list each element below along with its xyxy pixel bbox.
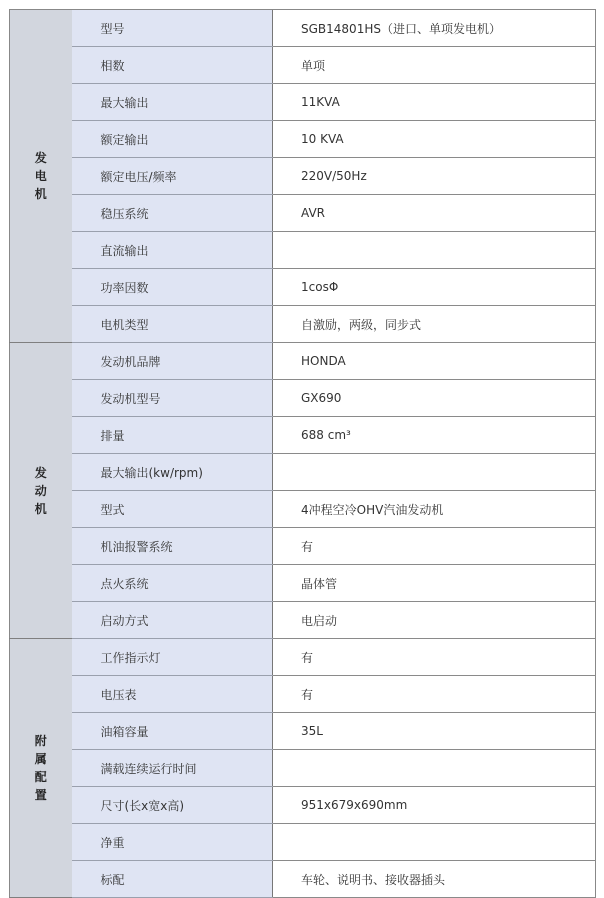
row-value <box>273 232 596 269</box>
row-value <box>273 824 596 861</box>
row-label: 排量 <box>72 417 273 454</box>
spec-table <box>9 9 596 898</box>
row-value: SGB14801HS（进口、单项发电机） <box>273 10 596 47</box>
row-label: 电机类型 <box>72 306 273 343</box>
table-row <box>10 565 596 602</box>
table-row <box>10 602 596 639</box>
table-row <box>10 343 596 380</box>
row-value: 有 <box>273 676 596 713</box>
row-label: 功率因数 <box>72 269 273 306</box>
row-value: GX690 <box>273 380 596 417</box>
row-value: 4冲程空冷OHV汽油发动机 <box>273 491 596 528</box>
table-row <box>10 10 596 47</box>
row-value: 自激励，两级，同步式 <box>273 306 596 343</box>
row-label: 启动方式 <box>72 602 273 639</box>
row-label: 额定电压/频率 <box>72 158 273 195</box>
row-label: 型号 <box>72 10 273 47</box>
table-row <box>10 158 596 195</box>
row-value <box>273 454 596 491</box>
row-label: 最大输出 <box>72 84 273 121</box>
table-row <box>10 824 596 861</box>
row-label: 直流输出 <box>72 232 273 269</box>
row-label: 满载连续运行时间 <box>72 750 273 787</box>
row-label: 工作指示灯 <box>72 639 273 676</box>
row-label: 最大输出(kw/rpm) <box>72 454 273 491</box>
row-label: 标配 <box>72 861 273 898</box>
row-label: 发动机型号 <box>72 380 273 417</box>
row-label: 机油报警系统 <box>72 528 273 565</box>
row-label: 额定输出 <box>72 121 273 158</box>
row-value: 单项 <box>273 47 596 84</box>
table-row <box>10 306 596 343</box>
row-value: 10 KVA <box>273 121 596 158</box>
section-title: 发动机 <box>34 465 47 516</box>
row-value: 11KVA <box>273 84 596 121</box>
row-label: 稳压系统 <box>72 195 273 232</box>
row-value: 车轮、说明书、接收器插头 <box>273 861 596 898</box>
table-row <box>10 713 596 750</box>
section-header-engine <box>10 343 72 639</box>
table-row <box>10 195 596 232</box>
table-row <box>10 528 596 565</box>
row-label: 发动机品牌 <box>72 343 273 380</box>
table-row <box>10 417 596 454</box>
row-value: 220V/50Hz <box>273 158 596 195</box>
table-row <box>10 750 596 787</box>
table-row <box>10 491 596 528</box>
table-row <box>10 47 596 84</box>
row-value: 688 cm³ <box>273 417 596 454</box>
row-value: 电启动 <box>273 602 596 639</box>
row-value: 1cosΦ <box>273 269 596 306</box>
row-label: 净重 <box>72 824 273 861</box>
table-row <box>10 84 596 121</box>
row-label: 相数 <box>72 47 273 84</box>
section-title: 发电机 <box>34 151 47 201</box>
row-value: 35L <box>273 713 596 750</box>
row-label: 尺寸(长x宽x高) <box>72 787 273 824</box>
table-row <box>10 232 596 269</box>
row-label: 电压表 <box>72 676 273 713</box>
section-header-accessories <box>10 639 72 898</box>
table-row <box>10 454 596 491</box>
row-value: HONDA <box>273 343 596 380</box>
table-row <box>10 861 596 898</box>
table-row <box>10 121 596 158</box>
row-value: 951x679x690mm <box>273 787 596 824</box>
row-value: 有 <box>273 528 596 565</box>
table-row <box>10 639 596 676</box>
row-label: 型式 <box>72 491 273 528</box>
row-label: 点火系统 <box>72 565 273 602</box>
table-row <box>10 269 596 306</box>
section-header-generator <box>10 10 72 343</box>
table-row <box>10 380 596 417</box>
row-value <box>273 750 596 787</box>
row-value: AVR <box>273 195 596 232</box>
table-row <box>10 676 596 713</box>
table-row <box>10 787 596 824</box>
row-value: 有 <box>273 639 596 676</box>
spec-table-container <box>9 9 595 898</box>
row-value: 晶体管 <box>273 565 596 602</box>
section-title: 附属配置 <box>34 734 47 802</box>
row-label: 油箱容量 <box>72 713 273 750</box>
